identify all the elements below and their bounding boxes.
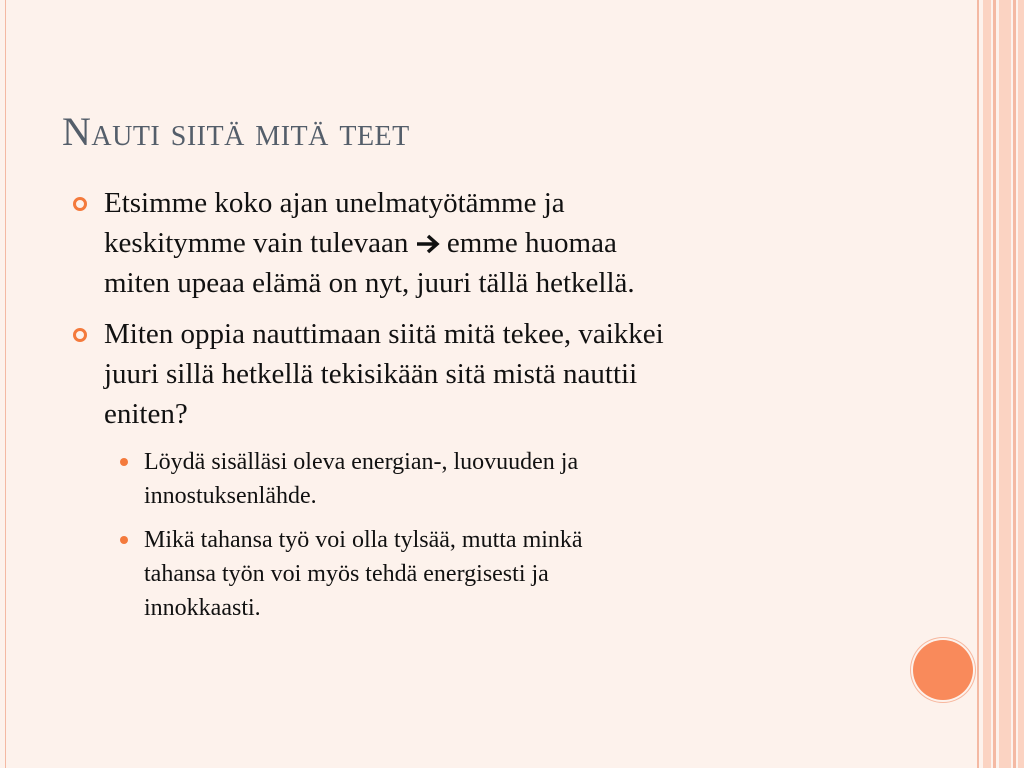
right-stripe	[977, 0, 979, 768]
subbullet-item	[144, 445, 844, 513]
subbullet-line: innostuksenlähde.	[144, 483, 317, 509]
bullet-item	[104, 314, 904, 434]
hollow-circle-bullet-icon	[73, 328, 87, 342]
right-stripe	[983, 0, 991, 768]
right-stripe	[999, 0, 1011, 768]
bullet-line: eniten?	[104, 398, 188, 430]
bullet-line: juuri sillä hetkellä tekisikään sitä mistä nauttii	[104, 358, 638, 390]
filled-circle-bullet-icon	[120, 536, 128, 544]
arrow-right-icon	[416, 233, 440, 255]
bullet-line-text: emme huomaa	[446, 227, 617, 259]
bullet-line: Miten oppia nauttimaan siitä mitä tekee, vaikkei	[104, 318, 664, 350]
bullet-line	[104, 223, 904, 263]
hollow-circle-bullet-icon	[73, 197, 87, 211]
subbullet-line: Mikä tahansa työ voi olla tylsää, mutta minkä	[144, 527, 583, 553]
bullet-line: miten upeaa elämä on nyt, juuri tällä hetkellä.	[104, 267, 635, 299]
bullet-item	[104, 183, 904, 303]
slide-title: Nauti siitä mitä teet	[62, 109, 410, 154]
filled-circle-bullet-icon	[120, 458, 128, 466]
bullet-line-text: keskitymme vain tulevaan	[104, 227, 416, 259]
right-stripe	[1013, 0, 1016, 768]
subbullet-line: innokkaasti.	[144, 595, 261, 621]
subbullet-item	[144, 523, 844, 625]
right-stripe	[993, 0, 996, 768]
bullet-line: Etsimme koko ajan unelmatyötämme ja	[104, 187, 565, 219]
right-stripe	[1018, 0, 1024, 768]
subbullet-line: tahansa työn voi myös tehdä energisesti ja	[144, 561, 549, 587]
subbullet-line: Löydä sisälläsi oleva energian-, luovuuden ja	[144, 449, 579, 475]
decorative-circle	[913, 640, 973, 700]
left-border-line	[5, 0, 6, 768]
